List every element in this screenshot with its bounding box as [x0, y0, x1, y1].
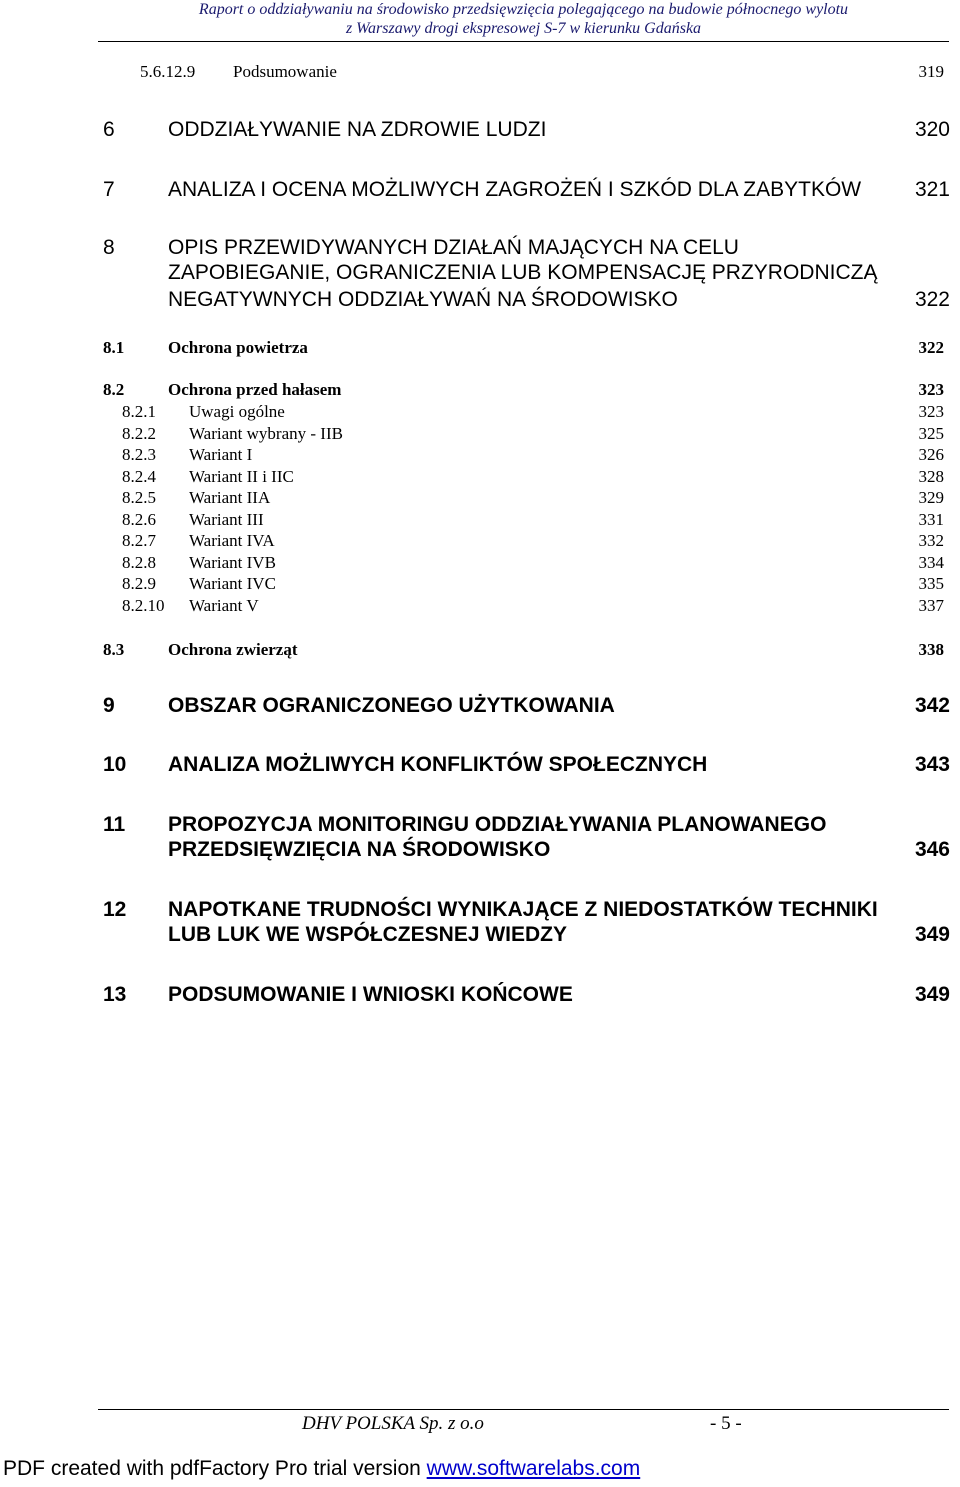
toc-entry-page: 342: [914, 694, 950, 717]
toc-entry-num: 8.2.1: [122, 402, 156, 421]
toc-entry-title-line: NEGATYWNYCH ODDZIAŁYWAŃ NA ŚRODOWISKO: [168, 288, 678, 311]
toc-entry-page: 343: [914, 753, 950, 776]
toc-entry-page: 337: [918, 596, 944, 615]
toc-entry-title: Ochrona zwierząt: [168, 640, 298, 659]
toc-entry-title: OBSZAR OGRANICZONEGO UŻYTKOWANIA: [168, 694, 615, 717]
header-line-1: Raport o oddziaływaniu na środowisko przedsięwzięcia polegającego na budowie północnego wylotu: [198, 1, 849, 18]
footer-rule: [98, 1409, 949, 1410]
pdf-banner: [3, 1457, 640, 1481]
toc-entry-page: 334: [918, 553, 944, 572]
toc-entry-title: Podsumowanie: [233, 62, 337, 81]
toc-entry-page: 319: [918, 62, 944, 81]
toc-entry-num: 8.3: [103, 640, 125, 659]
toc-entry-page: 320: [914, 118, 950, 141]
toc-entry-page: 331: [918, 510, 944, 529]
toc-entry-title: Ochrona powietrza: [168, 338, 308, 357]
toc-entry-num: 5.6.12.9: [140, 62, 196, 81]
toc-entry-page: 329: [918, 488, 944, 507]
toc-entry-title: Wariant II i IIC: [189, 467, 294, 486]
page-header: [98, 0, 949, 42]
toc-entry-page: 323: [918, 380, 944, 399]
toc-entry-title: Uwagi ogólne: [189, 402, 285, 421]
toc-entry-page: 328: [918, 467, 944, 486]
toc-entry-num: 8.2.6: [122, 510, 156, 529]
toc-entry-title: Wariant III: [189, 510, 264, 529]
toc-entry-title: Wariant IVB: [189, 553, 276, 572]
toc-entry-page: 346: [914, 838, 950, 861]
toc-entry-num: 10: [103, 753, 127, 776]
footer-page-number: - 5 -: [710, 1413, 742, 1434]
toc-entry-title-line: PRZEDSIĘWZIĘCIA NA ŚRODOWISKO: [168, 838, 551, 861]
toc-entry-title: Wariant I: [189, 445, 253, 464]
toc-entry-page: 322: [914, 288, 950, 311]
toc-entry-num: 8.2.2: [122, 424, 156, 443]
toc-entry-page: 332: [918, 531, 944, 550]
toc-entry-num: 12: [103, 898, 127, 921]
toc-entry-title: PODSUMOWANIE I WNIOSKI KOŃCOWE: [168, 983, 573, 1006]
toc-entry-title-line: LUB LUK WE WSPÓŁCZESNEJ WIEDZY: [168, 923, 567, 946]
footer-company: DHV POLSKA Sp. z o.o: [302, 1413, 484, 1434]
header-line-2: z Warszawy drogi ekspresowej S-7 w kierunku Gdańska: [345, 20, 702, 37]
toc-entry-num: 8.2: [103, 380, 125, 399]
toc-entry-title-line: PROPOZYCJA MONITORINGU ODDZIAŁYWANIA PLANOWANEGO: [168, 813, 827, 836]
toc-entry-title: Wariant IVA: [189, 531, 275, 550]
toc-entry-page: 326: [918, 445, 944, 464]
toc-entry-title: ANALIZA I OCENA MOŻLIWYCH ZAGROŻEŃ I SZKÓD DLA ZABYTKÓW: [168, 178, 862, 201]
toc-entry-page: 323: [918, 402, 944, 421]
toc-entry-title: ODDZIAŁYWANIE NA ZDROWIE LUDZI: [168, 118, 547, 141]
softwarelabs-link[interactable]: www.softwarelabs.com: [426, 1457, 641, 1480]
pdf-banner-text: PDF created with pdfFactory Pro trial version: [3, 1457, 427, 1480]
toc-entry-num: 8.2.5: [122, 488, 156, 507]
toc-entry-num: 9: [103, 694, 115, 717]
toc-entry-page: 325: [918, 424, 944, 443]
toc-entry-page: 338: [918, 640, 944, 659]
toc-entry-num: 8.2.10: [122, 596, 165, 615]
toc-entry-title: Wariant IVC: [189, 574, 276, 593]
toc-entry-page: 322: [918, 338, 944, 357]
toc-entry-num: 7: [103, 178, 115, 201]
toc-entry-title: Ochrona przed hałasem: [168, 380, 342, 399]
toc-entry-num: 8.1: [103, 338, 125, 357]
toc-entry-page: 349: [914, 983, 950, 1006]
toc-entry-num: 8: [103, 236, 115, 259]
toc-entry-page: 321: [914, 178, 950, 201]
toc-entry-title: Wariant wybrany - IIB: [189, 424, 343, 443]
toc-entry-num: 8.2.9: [122, 574, 156, 593]
toc-entry-num: 11: [103, 813, 126, 836]
toc-entry-num: 8.2.3: [122, 445, 156, 464]
toc-entry-page: 335: [918, 574, 944, 593]
toc-entry-num: 6: [103, 118, 115, 141]
toc-entry-title-line: ZAPOBIEGANIE, OGRANICZENIA LUB KOMPENSACJĘ PRZYRODNICZĄ: [168, 261, 878, 284]
toc-entry-title: ANALIZA MOŻLIWYCH KONFLIKTÓW SPOŁECZNYCH: [168, 753, 708, 776]
toc-entry-page: 349: [914, 923, 950, 946]
toc-entry-num: 8.2.8: [122, 553, 156, 572]
toc-entry-num: 8.2.4: [122, 467, 156, 486]
toc-entry-title: Wariant V: [189, 596, 259, 615]
toc-entry-title: Wariant IIA: [189, 488, 271, 507]
toc-entry-num: 8.2.7: [122, 531, 156, 550]
toc-entry-title-line: OPIS PRZEWIDYWANYCH DZIAŁAŃ MAJĄCYCH NA CELU: [168, 236, 739, 259]
toc-entry-title-line: NAPOTKANE TRUDNOŚCI WYNIKAJĄCE Z NIEDOSTATKÓW TECHNIKI: [168, 898, 878, 921]
toc-entry-num: 13: [103, 983, 127, 1006]
